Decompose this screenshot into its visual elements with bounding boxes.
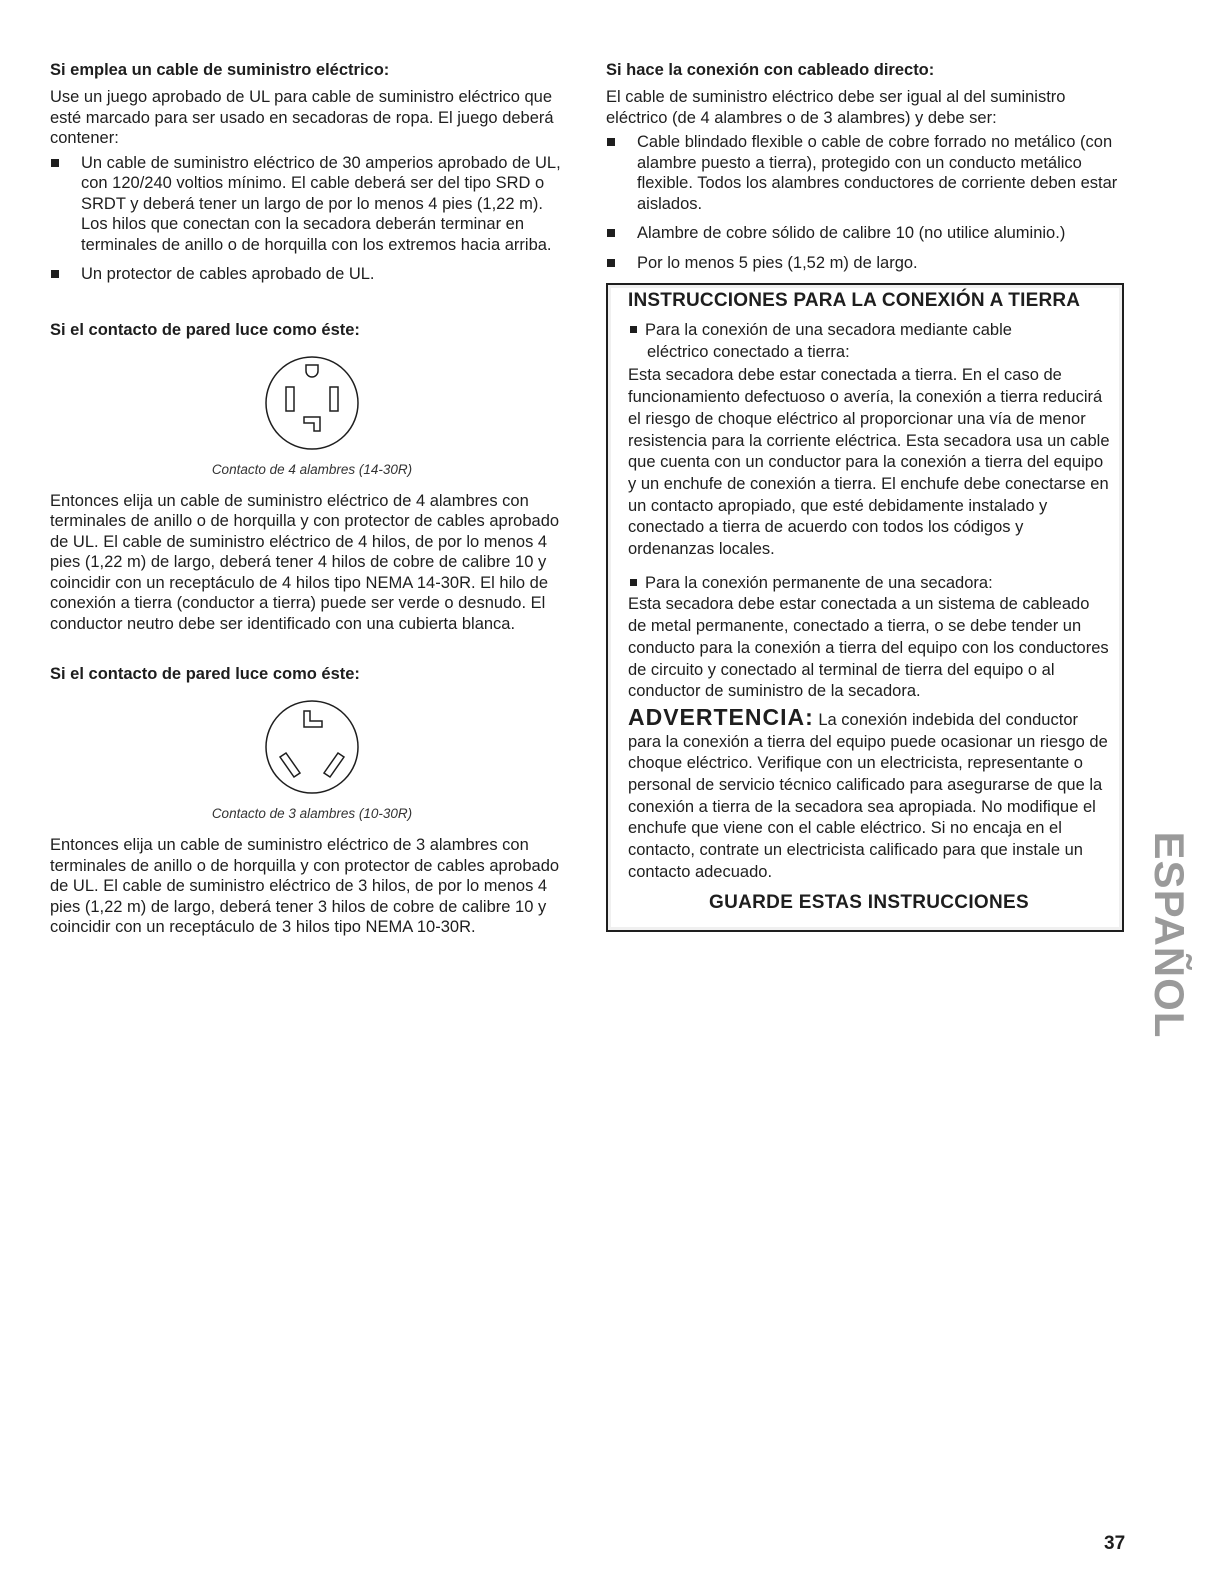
left-column [50, 60, 574, 942]
bullet-square-icon [630, 579, 637, 586]
grounding-instructions-box [606, 283, 1124, 932]
direct-wire-intro: El cable de suministro eléctrico debe ser igual al del suministro eléctrico (de 4 alambres o de 3 alambres) y debe ser: [606, 88, 1066, 127]
outlet-3wire-figure [50, 695, 574, 804]
language-tab-label: ESPAÑOL [1146, 831, 1193, 1039]
section-heading-outlet-4wire: Si el contacto de pared luce como éste: [50, 320, 360, 339]
save-instructions: GUARDE ESTAS INSTRUCCIONES [709, 891, 1029, 913]
direct-wire-list [606, 132, 1124, 273]
grounding-para-2: Esta secadora debe estar conectada a un sistema de cableado de metal permanente, conectado a tierra, o se debe tender un conducto para la conexión a tierra del equipo con los conductores de circuito y conectado al terminal de tierra del equipo o al conductor de suministro de la secadora. [628, 595, 1109, 701]
bullet-square-icon [630, 326, 637, 333]
grounding-item-2: Para la conexión permanente de una secadora: [645, 573, 993, 592]
outlet-4wire-caption: Contacto de 4 alambres (14-30R) [211, 461, 413, 477]
warning-heading: ADVERTENCIA: [628, 703, 814, 730]
section-heading-outlet-3wire: Si el contacto de pared luce como éste: [50, 665, 360, 683]
outlet-4wire-text: Entonces elija un cable de suministro eléctrico de 4 alambres con terminales de anillo o de horquilla y con protector de cables aprobado de UL. El cable de suministro eléctrico de 4 hilos, de por lo menos 4 pies (1,22 m) de largo, deberá tener 4 hilos de cobre de calibre 10 y coincidir con un receptáculo de 4 hilos tipo NEMA 14-30R. El hilo de conexión a tierra (conductor a tierra) puede ser verde o desnudo. El conductor neutro debe ser identificado con una cubierta blanca. [50, 491, 560, 633]
list-item: Por lo menos 5 pies (1,52 m) de largo. [606, 253, 1124, 274]
list-item: Un protector de cables aprobado de UL. [50, 264, 574, 285]
power-cord-list [50, 153, 574, 285]
section-heading-direct-wire: Si hace la conexión con cableado directo: [606, 61, 935, 79]
right-column [606, 60, 1124, 932]
list-item: Alambre de cobre sólido de calibre 10 (no utilice aluminio.) [606, 223, 1124, 244]
grounding-box-title: INSTRUCCIONES PARA LA CONEXIÓN A TIERRA [628, 290, 1081, 311]
outlet-3wire-caption: Contacto de 3 alambres (10-30R) [211, 806, 413, 821]
language-side-tab [1144, 810, 1194, 1060]
warning-text: La conexión indebida del conductor para la conexión a tierra del equipo puede ocasionar un riesgo de choque eléctrico. Verifique con un electricista, representante o personal de servicio técnico calificado para asegurarse de que la conexión a tierra de la secadora sea apropiada. No modifique el enchufe que viene con el cable eléctrico. Si no encaja en el contacto, contrate un electricista calificado para que instale un contacto adecuado. [628, 710, 1108, 881]
power-cord-intro: Use un juego aprobado de UL para cable de suministro eléctrico que esté marcado para ser usado en secadoras de ropa. El juego deberá contener: [50, 88, 554, 147]
list-item: Cable blindado flexible o cable de cobre forrado no metálico (con alambre puesto a tierra), protegido con un conducto metálico flexible. Todos los alambres conductores de corriente deben estar aislados. [606, 132, 1124, 214]
outlet-3wire-icon [262, 695, 362, 799]
outlet-3wire-text: Entonces elija un cable de suministro eléctrico de 3 alambres con terminales de anillo o de horquilla y con protector de cables aprobado de UL. El cable de suministro eléctrico de 3 hilos, de por lo menos 4 pies (1,22 m) de largo, deberá tener 3 hilos de cobre de calibre 10 y coincidir con un receptáculo de 3 hilos tipo NEMA 10-30R. [50, 836, 560, 936]
grounding-item-1: Para la conexión de una secadora mediante cable [645, 321, 1012, 339]
section-heading-power-cord: Si emplea un cable de suministro eléctrico: [50, 61, 390, 79]
outlet-4wire-figure [50, 351, 574, 460]
outlet-4wire-icon [262, 351, 362, 455]
grounding-item-1-cont: eléctrico conectado a tierra: [647, 342, 850, 361]
page-number: 37 [1104, 1533, 1126, 1554]
list-item: Un cable de suministro eléctrico de 30 amperios aprobado de UL, con 120/240 voltios mínimo. El cable deberá ser del tipo SRD o SRDT y deberá tener un largo de por lo menos 4 pies (1,22 m). Los hilos que conectan con la secadora deberán terminar en terminales de anillo o de horquilla con los extremos hacia arriba. [50, 153, 574, 256]
grounding-para-1: Esta secadora debe estar conectada a tierra. En el caso de funcionamiento defectuoso o avería, la conexión a tierra reducirá el riesgo de choque eléctrico al proporcionar una vía de menor resistencia para la corriente eléctrica. Esta secadora usa un cable que cuenta con un conductor para la conexión a tierra del equipo y un enchufe de conexión a tierra. El enchufe debe conectarse en un contacto apropiado, que esté debidamente instalado y conectado a tierra de acuerdo con todos los códigos y ordenanzas locales. [628, 366, 1110, 559]
